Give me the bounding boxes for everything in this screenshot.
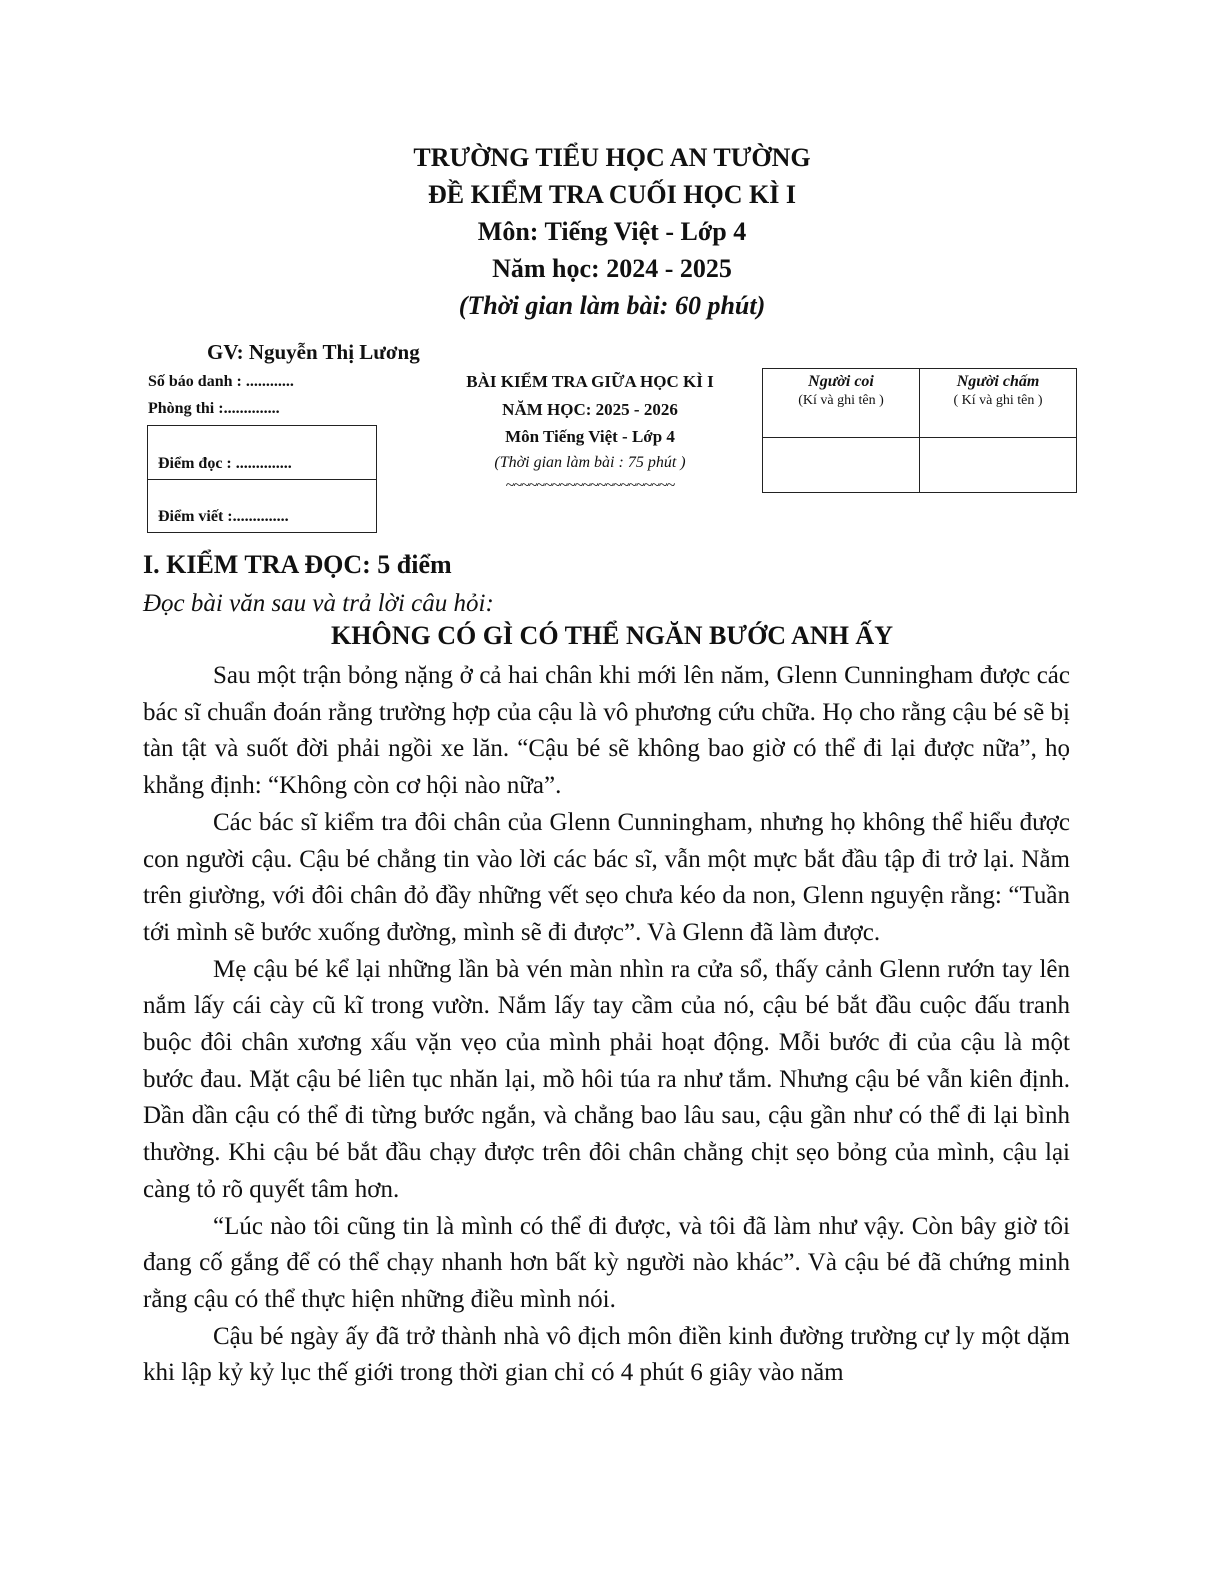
school-year: Năm học: 2024 - 2025 — [492, 254, 732, 283]
signature-table — [762, 368, 1077, 493]
paragraph: “Lúc nào tôi cũng tin là mình có thể đi được, và tôi đã làm như vậy. Còn bây giờ tôi đang cố gắng để có thể chạy nhanh hơn bất kỳ người nào khác”. Và cậu bé đã chứng minh rằng cậu có thể thực hiện những điều mình nói. — [143, 1212, 1070, 1313]
proctor-label: Người coi — [808, 373, 874, 390]
paragraph: Cậu bé ngày ấy đã trở thành nhà vô địch môn điền kinh đường trường cự ly một dặm khi lập kỷ kỷ lục thế giới trong thời gian chỉ có 4 phút 6 giây vào năm — [143, 1322, 1070, 1387]
grader-label: Người chấm — [956, 373, 1040, 390]
paragraph: Mẹ cậu bé kể lại những lần bà vén màn nhìn ra cửa sổ, thấy cảnh Glenn rướn tay lên nắm lấy cái cày cũ kĩ trong vườn. Nắm lấy tay cầm của nó, cậu bé bắt đầu cuộc đấu tranh buộc đôi chân xương xấu vặn vẹo của mình phải hoạt động. Mỗi bước đi của cậu là một bước đau. Mặt cậu bé liên tục nhăn lại, mồ hôi túa ra như tắm. Nhưng cậu bé vẫn kiên định. Dần dần cậu có thể đi từng bước ngắn, và chẳng bao lâu sau, cậu gần như có thể đi lại bình thường. Khi cậu bé bắt đầu chạy được trên đôi chân chằng chịt sẹo bỏng của mình, cậu lại càng tỏ rõ quyết tâm hơn. — [143, 955, 1070, 1203]
inner-exam-subject: Môn Tiếng Việt - Lớp 4 — [505, 427, 675, 446]
school-name: TRƯỜNG TIỂU HỌC AN TƯỜNG — [413, 143, 811, 172]
score-box — [147, 425, 377, 533]
paragraph: Sau một trận bỏng nặng ở cả hai chân khi mới lên năm, Glenn Cunningham được các bác sĩ chuẩn đoán rằng trường hợp của cậu là vô phương cứu chữa. Họ cho rằng cậu bé sẽ bị tàn tật và suốt đời phải ngồi xe lăn. “Cậu bé sẽ không bao giờ có thể đi lại được nữa”, họ khẳng định: “Không còn cơ hội nào nữa”. — [143, 662, 1070, 800]
inner-exam-duration: (Thời gian làm bài : 75 phút ) — [494, 454, 686, 471]
proctor-cell — [763, 369, 920, 438]
grader-note: ( Kí và ghi tên ) — [953, 393, 1043, 408]
exam-duration: (Thời gian làm bài: 60 phút) — [458, 291, 766, 320]
inner-exam-year: NĂM HỌC: 2025 - 2026 — [502, 400, 678, 419]
reading-score-row — [148, 426, 376, 479]
writing-score-row — [148, 479, 376, 532]
proctor-signature-space — [763, 438, 920, 493]
section-title: I. KIỂM TRA ĐỌC: 5 điểm — [143, 550, 452, 579]
story-body — [143, 658, 1070, 1392]
paragraph: Các bác sĩ kiểm tra đôi chân của Glenn Cunningham, nhưng họ không thể hiểu được con người cậu. Cậu bé chẳng tin vào lời các bác sĩ, vẫn một mực bắt đầu tập đi trở lại. Nằm trên giường, với đôi chân đỏ đầy những vết sẹo chưa kéo da non, Glenn nguyện rằng: “Tuần tới mình sẽ bước xuống đường, mình sẽ đi được”. Và Glenn đã làm được. — [143, 808, 1070, 946]
subject-line: Môn: Tiếng Việt - Lớp 4 — [477, 217, 747, 246]
reading-score-label: Điểm đọc : .............. — [158, 455, 292, 472]
writing-score-label: Điểm viết :.............. — [158, 508, 289, 525]
grader-signature-space — [920, 438, 1077, 493]
exam-room-field: Phòng thi :.............. — [148, 400, 280, 417]
story-title: KHÔNG CÓ GÌ CÓ THỂ NGĂN BƯỚC ANH ẤY — [331, 621, 893, 650]
grader-cell — [920, 369, 1077, 438]
inner-exam-title: BÀI KIỂM TRA GIỮA HỌC KÌ I — [466, 372, 714, 391]
teacher-name: GV: Nguyễn Thị Lương — [207, 340, 420, 364]
inner-divider: ~~~~~~~~~~~~~~~~~~~~~~ — [505, 477, 675, 494]
section-instruction: Đọc bài văn sau và trả lời câu hỏi: — [143, 590, 494, 617]
proctor-note: (Kí và ghi tên ) — [798, 393, 884, 408]
exam-title: ĐỀ KIỂM TRA CUỐI HỌC KÌ I — [428, 180, 796, 209]
candidate-number-field: Số báo danh : ............ — [148, 373, 294, 390]
